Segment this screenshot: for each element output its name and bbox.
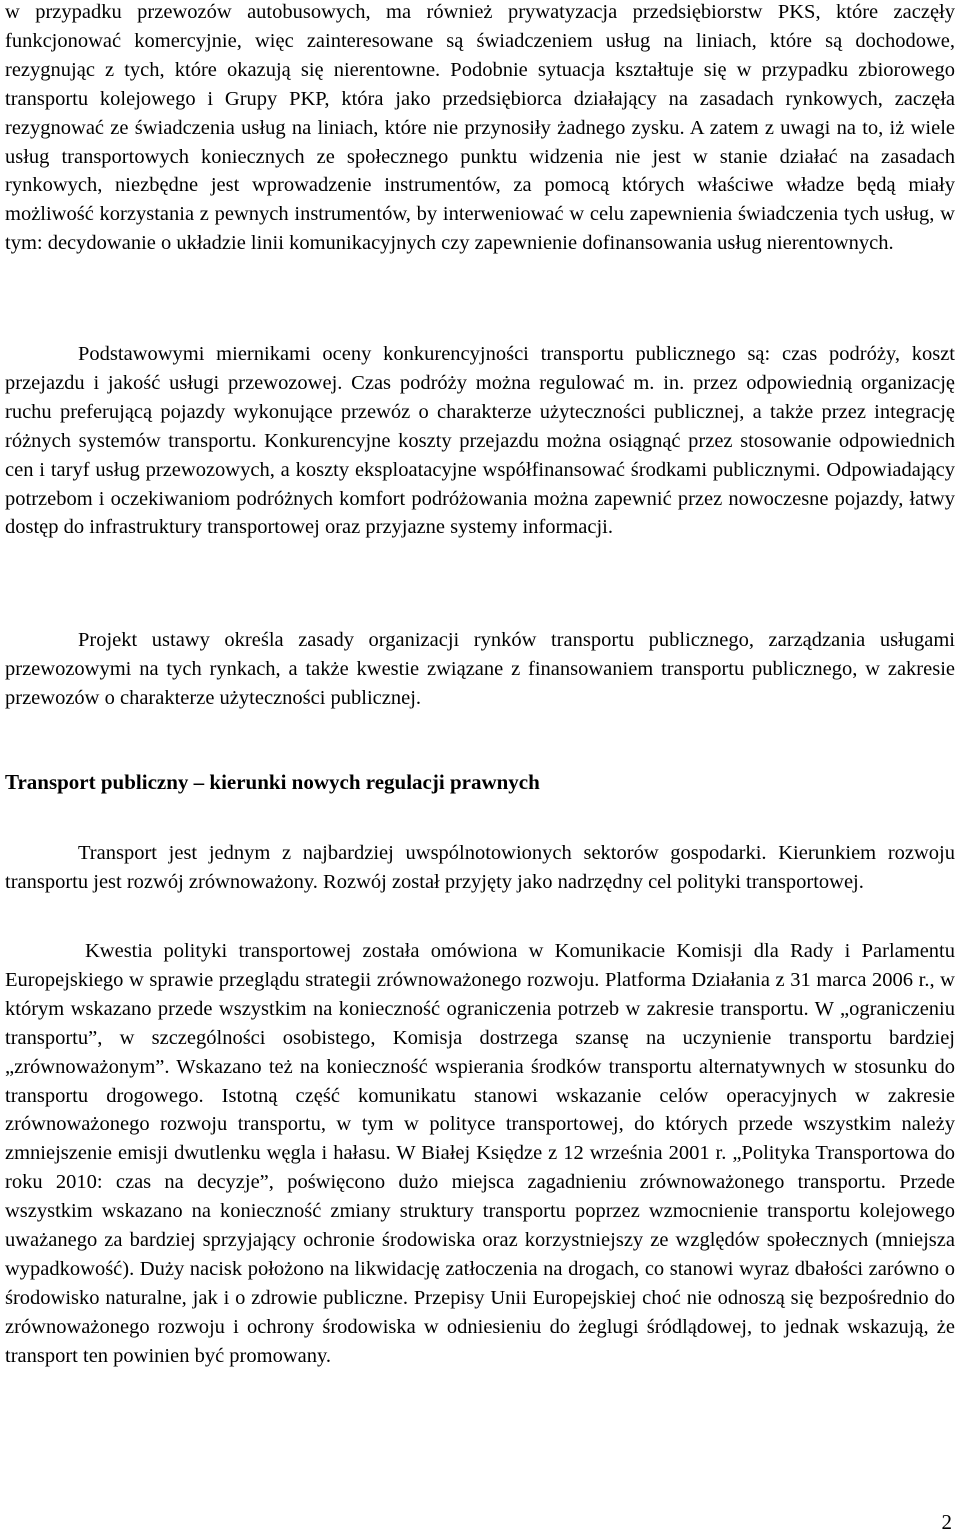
paragraph-transport-policy: Kwestia polityki transportowej została omówiona w Komunikacie Komisji dla Rady i Parlamentu Europejskiego w sprawie przeglądu strategii zrównoważonego rozwoju. Platforma Działania z 31 marca 2006 r., w którym wskazano przede wszystkim na konieczność ograniczenia potrzeb w zakresie transportu. W „ograniczeniu transportu”, w szczególności osobistego, Komisja dostrzega szansę na uczynienie transportu bardziej „zrównoważonym”. Wskazano też na konieczność wspierania środków transportu alternatywnych w stosunku do transportu drogowego. Istotną część komunikatu stanowi wskazanie celów operacyjnych w zakresie zrównoważonego rozwoju transportu, w tym w polityce transportowej, do których przede wszystkim należy zmniejszenie emisji dwutlenku węgla i hałasu. W Białej Księdze z 12 września 2001 r. „Polityka Transportowa do roku 2010: czas na decyzje”, poświęcono dużo miejsca zagadnieniu zrównoważonego transportu. Przede wszystkim wskazano na konieczność zmiany struktury transportu poprzez wzmocnienie transportu kolejowego uważanego za bardziej sprzyjający ochronie środowiska oraz korzystniejszy ze względów społecznych (mniejsza wypadkowość). Duży nacisk położono na likwidację zatłoczenia na drogach, co stanowi wyraz dbałości zarówno o środowisko naturalne, jak i o zdrowie publiczne. Przepisy Unii Europejskiej choć nie odnoszą się bezpośrednio do zrównoważonego rozwoju i ochrony środowiska w odniesieniu do żeglugi śródlądowej, to jednak wskazują, że transport ten powinien być promowany. <box>5 940 955 1367</box>
paragraph-continuation: w przypadku przewozów autobusowych, ma również prywatyzacja przedsiębiorstw PKS, które zaczęły funkcjonować komercyjnie, więc zainteresowane są świadczeniem usług na liniach, które są dochodowe, rezygnując z tych, które okazują się nierentowne. Podobnie sytuacja kształtuje się w przypadku zbiorowego transportu kolejowego i Grupy PKP, która jako przedsiębiorca działający na zasadach rynkowych, zaczęła rezygnować ze świadczenia usług na liniach, które nie przynosiły żadnego zysku. A zatem z uwagi na to, iż wiele usług transportowych koniecznych ze społecznego punktu widzenia nie jest w stanie działać na zasadach rynkowych, niezbędne jest wprowadzenie instrumentów, za pomocą których właściwe władze będą miały możliwość korzystania z pewnych instrumentów, by interweniować w celu zapewnienia świadczenia tych usług, w tym: decydowanie o układzie linii komunikacyjnych czy zapewnienie dofinansowania usług nierentownych. <box>5 1 955 255</box>
paragraph-sector-overview: Transport jest jednym z najbardziej uwspólnotowionych sektorów gospodarki. Kierunkiem rozwoju transportu jest rozwój zrównoważony. Rozwój został przyjęty jako nadrzędny cel polityki transportowej. <box>5 842 955 893</box>
paragraph-draft-law: Projekt ustawy określa zasady organizacji rynków transportu publicznego, zarządzania usługami przewozowymi na tych rynkach, a także kwestie związane z finansowaniem transportu publicznego, w zakresie przewozów o charakterze użyteczności publicznej. <box>5 629 955 709</box>
page-number: 2 <box>941 1510 952 1534</box>
section-heading: Transport publiczny – kierunki nowych regulacji prawnych <box>5 770 540 794</box>
paragraph-competitiveness: Podstawowymi miernikami oceny konkurencyjności transportu publicznego są: czas podróży, koszt przejazdu i jakość usługi przewozowej. Czas podróży można regulować m. in. przez odpowiednią organizację ruchu preferującą pojazdy wykonujące przewóz o charakterze użyteczności publicznej, a także przez integrację różnych systemów transportu. Konkurencyjne koszty przejazdu można osiągnąć przez stosowanie odpowiednich cen i taryf usług przewozowych, a koszty eksploatacyjne współfinansować środkami publicznymi. Odpowiadający potrzebom i oczekiwaniom podróżnych komfort podróżowania można zapewnić przez nowoczesne pojazdy, łatwy dostęp do infrastruktury transportowej oraz przyjazne systemy informacji. <box>5 343 955 539</box>
